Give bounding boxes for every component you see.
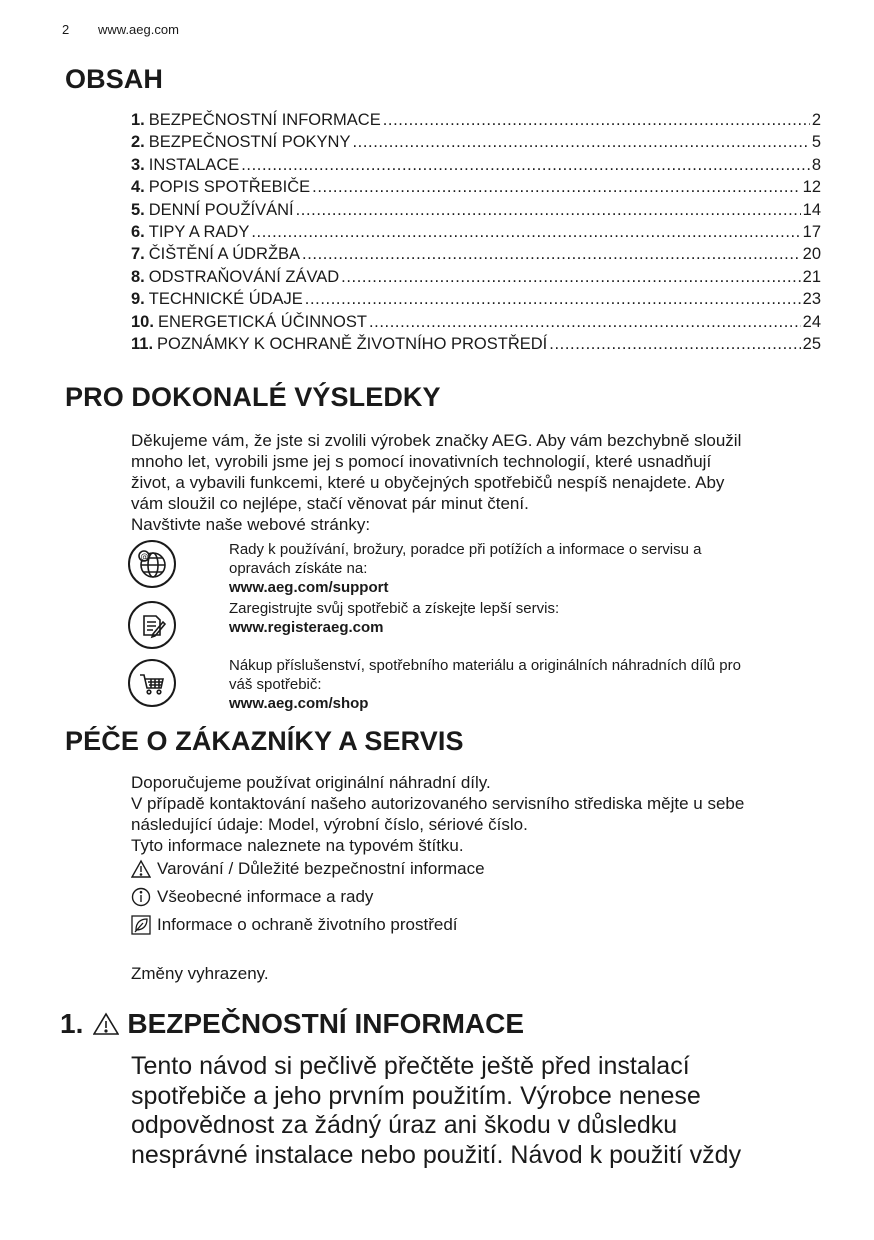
table-of-contents [131, 111, 821, 357]
text-line: Děkujeme vám, že jste si zvolili výrobek značky AEG. Aby vám bezchybně sloužil [131, 431, 742, 450]
toc-page: 20 [802, 245, 821, 264]
support-text [229, 540, 819, 597]
toc-label: INSTALACE [148, 155, 240, 174]
toc-label: DENNÍ POUŽÍVÁNÍ [148, 200, 294, 219]
cart-icon [128, 659, 176, 707]
register-line: Zaregistrujte svůj spotřebič a získejte lepší servis: [229, 600, 560, 617]
toc-entry-2[interactable] [131, 133, 821, 155]
changes-note: Změny vyhrazeny. [131, 964, 269, 983]
toc-page: 17 [802, 222, 821, 241]
shop-line: váš spotřebič: [229, 676, 322, 693]
page-number: 2 [62, 22, 70, 37]
toc-label: POZNÁMKY K OCHRANĚ ŽIVOTNÍHO PROSTŘEDÍ [157, 334, 548, 353]
text-line: spotřebiče a jeho prvním použitím. Výrobce nenese [131, 1081, 701, 1110]
toc-number: 5. [131, 200, 145, 219]
shop-text [229, 656, 819, 713]
toc-page: 5 [811, 133, 821, 152]
text-line: Tyto informace naleznete na typovém štítku. [131, 836, 464, 855]
warning-icon [93, 1012, 119, 1036]
toc-page: 8 [811, 155, 821, 174]
section-number: 1. [60, 1008, 84, 1039]
text-line: následující údaje: Model, výrobní číslo, sériové číslo. [131, 815, 528, 834]
toc-number: 1. [131, 111, 145, 129]
text-line: Tento návod si pečlivě přečtěte ještě před instalací [131, 1052, 690, 1080]
toc-entry-7[interactable] [131, 245, 821, 267]
text-line: vám sloužil co nejlépe, stačí věnovat pár minut čtení. [131, 494, 529, 513]
toc-label: ČIŠTĚNÍ A ÚDRŽBA [148, 245, 301, 264]
toc-page: 12 [802, 178, 821, 197]
toc-entry-4[interactable] [131, 178, 821, 200]
shop-link[interactable]: www.aeg.com/shop [229, 695, 369, 712]
text-line: V případě kontaktování našeho autorizovaného servisního střediska mějte u sebe [131, 794, 745, 813]
toc-entry-11[interactable] [131, 335, 821, 357]
site-url: www.aeg.com [98, 22, 179, 37]
toc-number: 9. [131, 290, 145, 309]
toc-number: 10. [131, 312, 154, 331]
legend-environment [131, 915, 458, 935]
results-intro [131, 430, 821, 535]
info-icon [131, 887, 151, 907]
text-line: odpovědnost za žádný úraz ani škodu v důsledku [131, 1111, 678, 1139]
legend-info [131, 887, 373, 907]
toc-entry-5[interactable] [131, 201, 821, 223]
toc-label: BEZPEČNOSTNÍ POKYNY [148, 133, 351, 152]
section-title: BEZPEČNOSTNÍ INFORMACE [127, 1008, 525, 1039]
text-line: mnoho let, vyrobili jsme jej s pomocí inovativních technologií, které usnadňují [131, 452, 712, 471]
legend-text: Varování / Důležité bezpečnostní informace [157, 859, 485, 878]
toc-number: 6. [131, 222, 145, 241]
support-link[interactable]: www.aeg.com/support [229, 579, 389, 596]
toc-entry-3[interactable] [131, 156, 821, 178]
toc-label: ODSTRAŇOVÁNÍ ZÁVAD [148, 267, 340, 286]
toc-entry-8[interactable] [131, 268, 821, 290]
care-intro [131, 772, 821, 856]
section-1-heading [60, 1008, 524, 1040]
toc-entry-9[interactable] [131, 290, 821, 312]
toc-number: 11. [131, 334, 154, 353]
toc-label: ENERGETICKÁ ÚČINNOST [157, 312, 367, 331]
legend-text: Informace o ochraně životního prostředí [157, 915, 458, 934]
toc-label: TECHNICKÉ ÚDAJE [148, 290, 303, 309]
document-icon [128, 601, 176, 649]
support-line: opravách získáte na: [229, 560, 368, 577]
care-title: PÉČE O ZÁKAZNÍKY A SERVIS [65, 726, 464, 756]
toc-entry-6[interactable] [131, 223, 821, 245]
legend-text: Všeobecné informace a rady [157, 887, 374, 906]
toc-entry-1[interactable] [131, 111, 821, 133]
toc-page: 25 [802, 334, 821, 353]
toc-label: POPIS SPOTŘEBIČE [148, 178, 311, 197]
toc-number: 3. [131, 155, 145, 174]
toc-page: 2 [811, 111, 821, 129]
toc-number: 7. [131, 245, 145, 264]
legend-warning [131, 859, 485, 879]
toc-number: 8. [131, 267, 145, 286]
warning-icon [131, 859, 151, 879]
toc-label: BEZPEČNOSTNÍ INFORMACE [148, 111, 381, 129]
register-link[interactable]: www.registeraeg.com [229, 619, 384, 636]
text-line: Navštivte naše webové stránky: [131, 515, 371, 534]
register-text [229, 599, 819, 637]
toc-page: 21 [802, 267, 821, 286]
page-header [62, 22, 179, 37]
text-line: život, a vybavili funkcemi, které u obyčejných spotřebičů nespíš nenajdete. Aby [131, 473, 725, 492]
shop-line: Nákup příslušenství, spotřebního materiálu a originálních náhradních dílů pro [229, 657, 741, 674]
contents-title: OBSAH [65, 64, 164, 94]
globe-icon [128, 540, 176, 588]
toc-entry-10[interactable] [131, 313, 821, 335]
toc-page: 24 [802, 312, 821, 331]
text-line: Doporučujeme používat originální náhradní díly. [131, 773, 491, 792]
svg-text:@: @ [140, 552, 149, 561]
results-title: PRO DOKONALÉ VÝSLEDKY [65, 382, 441, 412]
toc-page: 14 [802, 200, 821, 219]
toc-number: 2. [131, 133, 145, 152]
toc-label: TIPY A RADY [148, 222, 250, 241]
toc-page: 23 [802, 290, 821, 309]
section-1-intro [131, 1052, 831, 1170]
leaf-icon [131, 915, 151, 935]
toc-number: 4. [131, 178, 145, 197]
text-line: nesprávné instalace nebo použití. Návod k použití vždy [131, 1140, 742, 1169]
support-line: Rady k používání, brožury, poradce při potížích a informace o servisu a [229, 541, 702, 558]
